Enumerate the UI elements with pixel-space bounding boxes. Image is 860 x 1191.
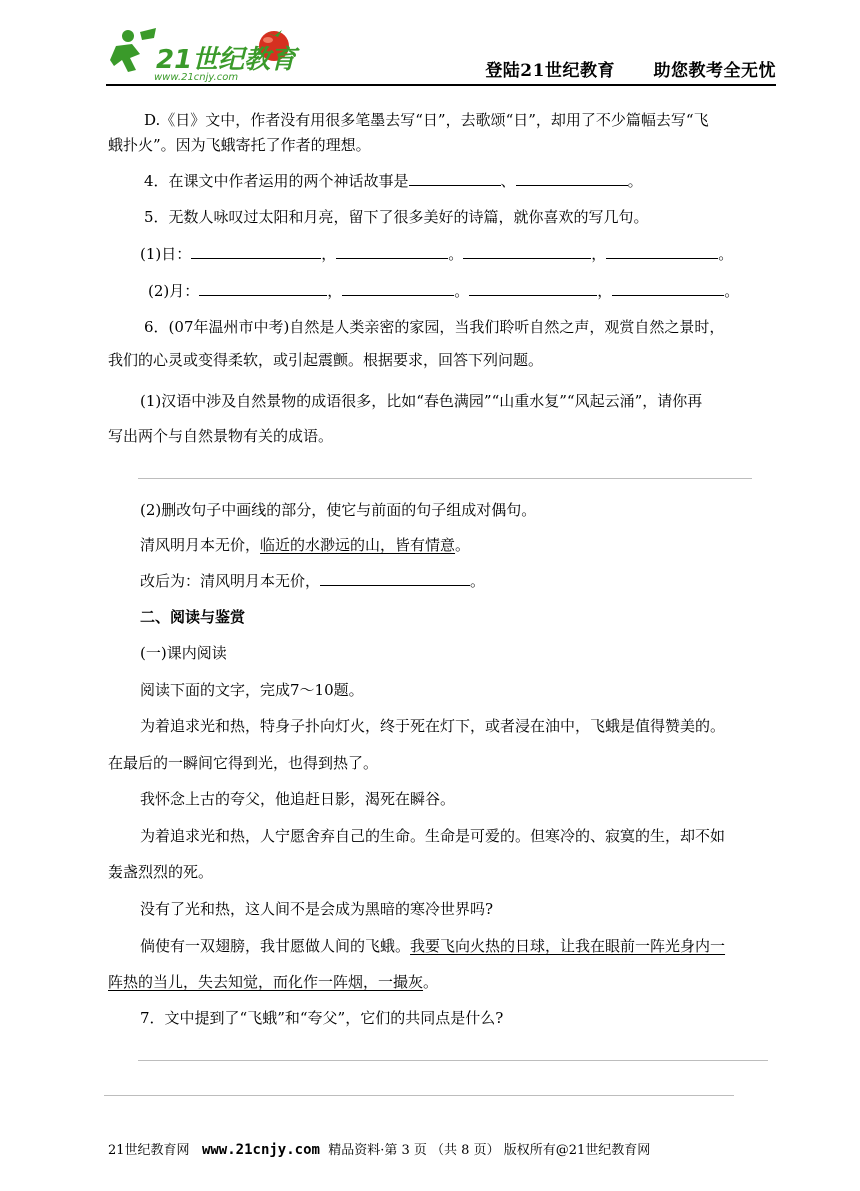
header-slogan bbox=[485, 56, 776, 81]
q6-2: (2)删改句子中画线的部分，使它与前面的句子组成对偶句。 bbox=[140, 501, 537, 519]
answer-blank[interactable] bbox=[469, 281, 597, 296]
logo-url: www.21cnjy.com bbox=[154, 72, 239, 82]
answer-blank[interactable] bbox=[409, 171, 501, 186]
answer-blank[interactable] bbox=[463, 244, 591, 259]
page-header bbox=[106, 20, 776, 84]
question-4: 4．在课文中作者运用的两个神话故事是 、 。 bbox=[144, 172, 643, 190]
q5-sun-line: (1)日： ， 。 ， 。 bbox=[140, 245, 734, 263]
answer-blank[interactable] bbox=[199, 281, 327, 296]
answer-line[interactable] bbox=[104, 1095, 734, 1096]
underlined-passage: 阵热的当儿，失去知觉，而化作一阵烟，一撮灰 bbox=[108, 973, 424, 991]
question-7: 7．文中提到了“飞蛾”和“夸父”，它们的共同点是什么? bbox=[140, 1009, 504, 1027]
answer-blank[interactable] bbox=[320, 571, 470, 586]
underlined-phrase: 临近的水渺远的山，皆有情意 bbox=[260, 536, 456, 554]
q6-2-rewrite: 改后为：清风明月本无价， 。 bbox=[140, 572, 486, 590]
q3-option-d-line1: D.《日》文中，作者没有用很多笔墨去写“日”，去歌颂“日”，却用了不少篇幅去写“飞 bbox=[144, 111, 709, 129]
answer-blank[interactable] bbox=[342, 281, 454, 296]
q6-2-sentence: 清风明月本无价，临近的水渺远的山，皆有情意。 bbox=[140, 536, 471, 554]
passage-p2: 我怀念上古的夸父，他追赶日影，渴死在瞬谷。 bbox=[140, 790, 456, 808]
answer-blank[interactable] bbox=[516, 171, 628, 186]
passage-p1-line1: 为着追求光和热，特身子扑向灯火，终于死在灯下，或者浸在油中，飞蛾是值得赞美的。 bbox=[140, 717, 726, 735]
passage-p3-line2: 轰盏烈烈的死。 bbox=[108, 863, 214, 881]
answer-blank[interactable] bbox=[191, 244, 321, 259]
q3-option-d-line2: 蛾扑火”。因为飞蛾寄托了作者的理想。 bbox=[108, 136, 371, 154]
q6-1-line2: 写出两个与自然景物有关的成语。 bbox=[108, 427, 334, 445]
q6-1-line1: (1)汉语中涉及自然景物的成语很多，比如“春色满园”“山重水复”“风起云涌”，请你再 bbox=[140, 392, 703, 410]
running-figure-icon bbox=[110, 28, 156, 72]
answer-blank[interactable] bbox=[336, 244, 448, 259]
question-6-line1: 6．(07年温州市中考)自然是人类亲密的家园，当我们聆听自然之声，观赏自然之景时， bbox=[144, 318, 725, 336]
passage-p3-line1: 为着追求光和热，人宁愿舍弃自己的生命。生命是可爱的。但寒冷的、寂寞的生，却不如 bbox=[140, 827, 726, 845]
passage-p1-line2: 在最后的一瞬间它得到光，也得到热了。 bbox=[108, 754, 379, 772]
reading-instructions: 阅读下面的文字，完成7～10题。 bbox=[140, 681, 364, 699]
passage-p4: 没有了光和热，这人间不是会成为黑暗的寒冷世界吗? bbox=[140, 900, 494, 918]
underlined-passage: 我要飞向火热的日球，让我在眼前一阵光身内一 bbox=[410, 937, 726, 955]
footer-info: 精品资料·第 3 页 （共 8 页） 版权所有@21世纪教育网 bbox=[328, 1143, 651, 1158]
slogan-left: 登陆21世纪教育 bbox=[485, 61, 615, 81]
answer-blank[interactable] bbox=[606, 244, 718, 259]
q5-moon-line: (2)月： ， 。 ， 。 bbox=[148, 282, 740, 300]
header-divider bbox=[106, 84, 776, 86]
subsection-1-title: (一)课内阅读 bbox=[140, 644, 227, 662]
section-2-title: 二、阅读与鉴赏 bbox=[140, 608, 246, 626]
question-6-line2: 我们的心灵或变得柔软，或引起震颤。根据要求，回答下列问题。 bbox=[108, 351, 544, 369]
answer-line[interactable] bbox=[138, 478, 752, 479]
answer-blank[interactable] bbox=[612, 281, 724, 296]
question-5: 5．无数人咏叹过太阳和月亮，留下了很多美好的诗篇，就你喜欢的写几句。 bbox=[144, 208, 649, 226]
page-footer bbox=[108, 1139, 650, 1158]
footer-left: 21世纪教育网 bbox=[108, 1143, 190, 1158]
passage-p5-line1: 倘使有一双翅膀，我甘愿做人间的飞蛾。我要飞向火热的日球，让我在眼前一阵光身内一 bbox=[140, 937, 726, 955]
logo-text: 21世纪教育 bbox=[156, 45, 297, 75]
passage-p5-line2: 阵热的当儿，失去知觉，而化作一阵烟，一撮灰。 bbox=[108, 973, 439, 991]
footer-site: www.21cnjy.com bbox=[201, 1142, 320, 1158]
answer-line[interactable] bbox=[138, 1060, 768, 1061]
slogan-right: 助您教考全无忧 bbox=[653, 61, 776, 81]
logo-21cnjy bbox=[106, 24, 306, 82]
